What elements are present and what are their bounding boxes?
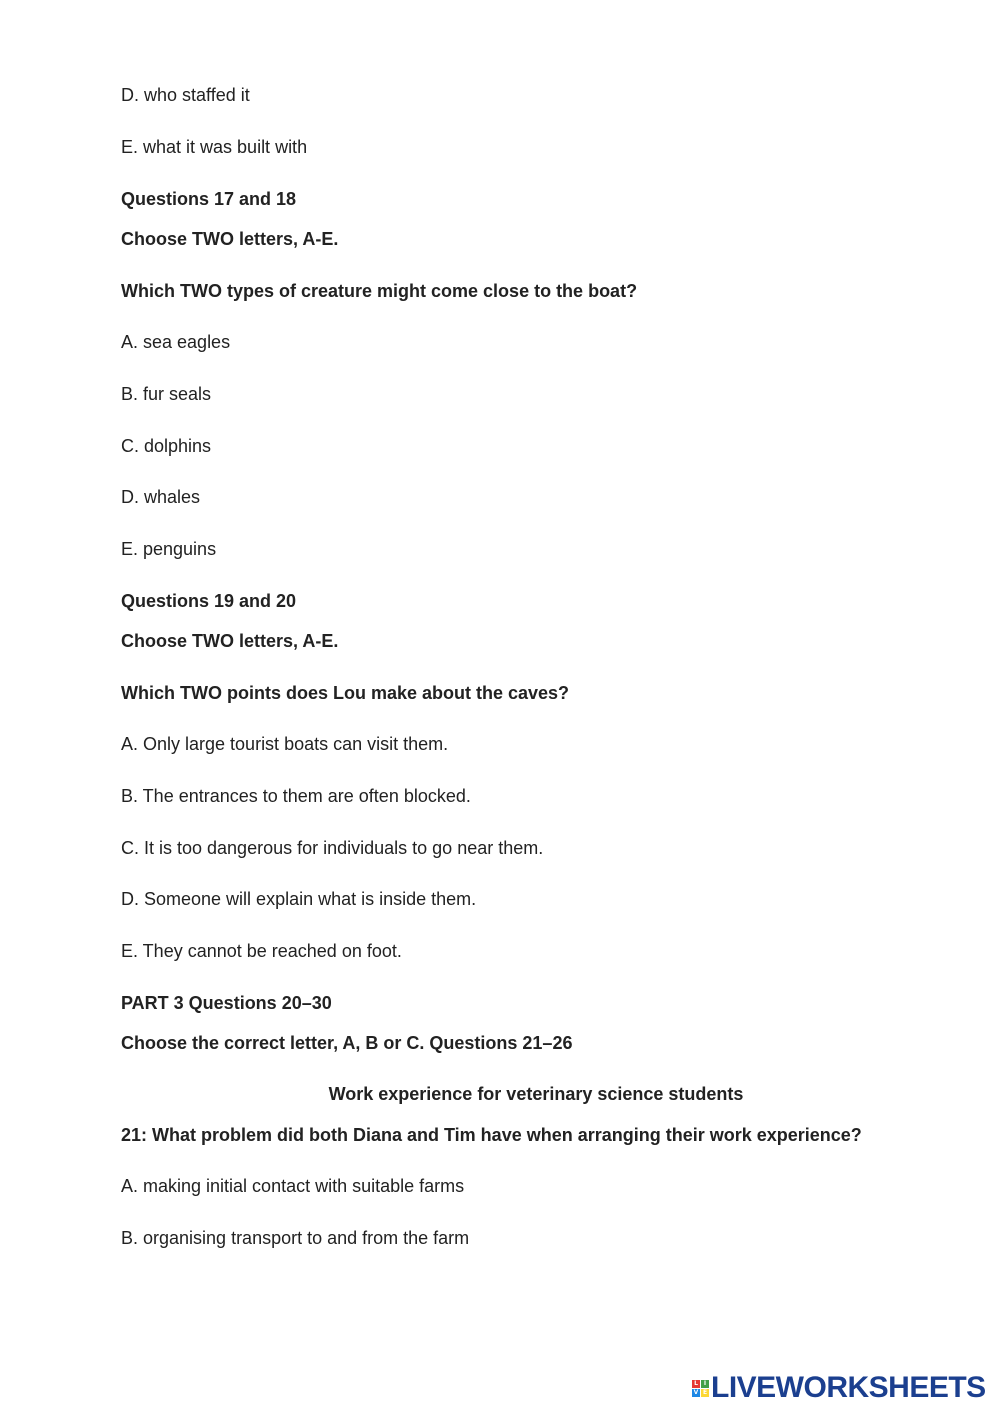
- option-d-staffed: D. who staffed it: [121, 85, 250, 105]
- option-a-sea-eagles: A. sea eagles: [121, 332, 231, 352]
- option-e-foot: E. They cannot be reached on foot.: [121, 941, 402, 961]
- instruction-choose-two-2: Choose TWO letters, A-E.: [121, 631, 339, 651]
- option-c-dolphins: C. dolphins: [121, 436, 212, 456]
- instruction-choose-two: Choose TWO letters, A-E.: [121, 229, 339, 249]
- option-b-transport: B. organising transport to and from the farm: [121, 1228, 470, 1248]
- option-e-built: E. what it was built with: [121, 137, 308, 157]
- option-b-entrances: B. The entrances to them are often blocked.: [121, 786, 471, 806]
- liveworksheets-logo: [692, 1372, 986, 1404]
- question-creatures: Which TWO types of creature might come close to the boat?: [121, 281, 638, 301]
- option-e-penguins: E. penguins: [121, 539, 217, 559]
- section-title: Work experience for veterinary science students: [328, 1084, 744, 1104]
- option-d-explain: D. Someone will explain what is inside them.: [121, 889, 477, 909]
- part-3-heading: PART 3 Questions 20–30: [121, 993, 332, 1013]
- option-b-fur-seals: B. fur seals: [121, 384, 212, 404]
- questions-17-18-heading: Questions 17 and 18: [121, 189, 297, 209]
- logo-text: LIVEWORKSHEETS: [711, 1371, 986, 1404]
- question-21: 21: What problem did both Diana and Tim have when arranging their work experience?: [121, 1125, 862, 1145]
- instruction-choose-correct: Choose the correct letter, A, B or C. Questions 21–26: [121, 1033, 573, 1053]
- option-a-tourist-boats: A. Only large tourist boats can visit them.: [121, 734, 449, 754]
- logo-mark-icon: L I V E: [693, 1379, 708, 1396]
- option-d-whales: D. whales: [121, 487, 201, 507]
- question-caves: Which TWO points does Lou make about the caves?: [121, 683, 570, 703]
- questions-19-20-heading: Questions 19 and 20: [121, 591, 297, 611]
- option-a-initial-contact: A. making initial contact with suitable farms: [121, 1176, 465, 1196]
- option-c-dangerous: C. It is too dangerous for individuals to go near them.: [121, 838, 544, 858]
